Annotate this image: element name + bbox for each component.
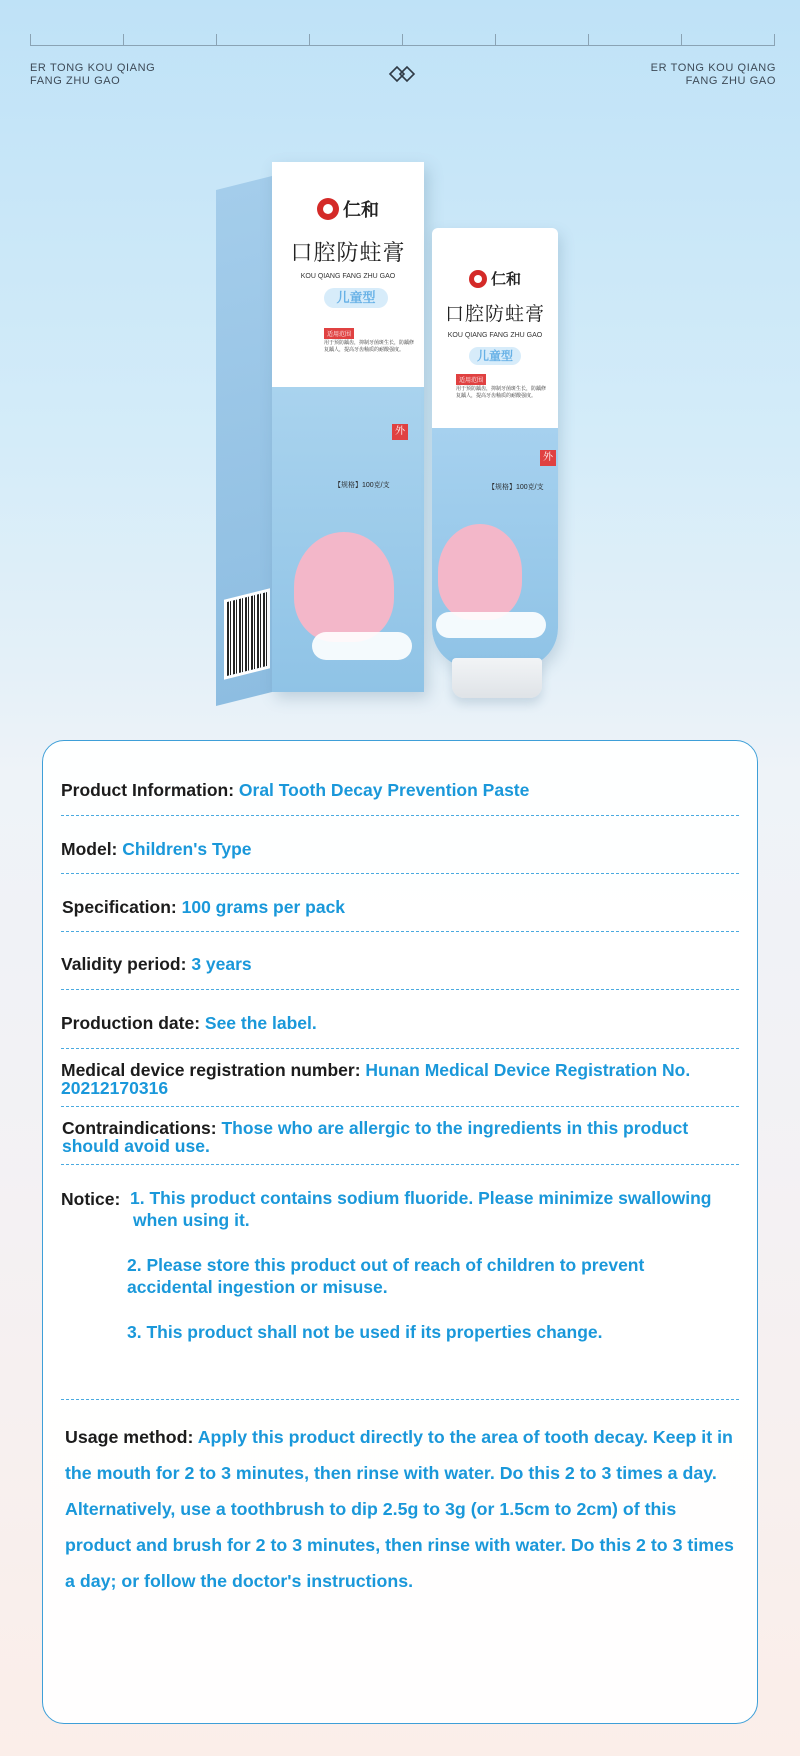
tube-spec: 【规格】100克/支: [488, 484, 544, 491]
corner-text-left: [30, 62, 190, 88]
divider: [61, 1048, 739, 1049]
divider: [61, 815, 739, 816]
production-row: [61, 1014, 739, 1032]
registration-value-line1: Hunan Medical Device Registration No.: [365, 1060, 691, 1080]
box-brand-name: 仁和: [343, 200, 379, 220]
spec-label: Specification:: [62, 897, 182, 917]
notice-2-line1: 2. Please store this product out of reach of children to prevent: [127, 1255, 645, 1275]
product-tube: [432, 228, 558, 668]
corner-left-line2: FANG ZHU GAO: [30, 75, 121, 87]
spec-row: [62, 898, 740, 916]
notice-item-1: [130, 1187, 740, 1231]
notice-item-2: [127, 1254, 737, 1298]
ruler-tick: [495, 34, 496, 46]
ruler-tick: [309, 34, 310, 46]
brand-logo-icon: [469, 270, 487, 288]
model-label: Model:: [61, 839, 123, 859]
ruler-tick: [30, 34, 31, 46]
info-card: [42, 740, 758, 1724]
contraindications-value-line2: should avoid use.: [62, 1136, 210, 1156]
notice-2-line2: accidental ingestion or misuse.: [127, 1277, 388, 1297]
notice-1-line1: 1. This product contains sodium fluoride. Please minimize swallowing: [130, 1188, 712, 1208]
box-external-mark: 外: [392, 424, 408, 440]
tube-brand: [432, 268, 558, 289]
registration-label: Medical device registration number:: [61, 1060, 366, 1080]
box-brand: [272, 196, 424, 222]
box-usage-badge: 适用范围: [324, 328, 354, 339]
ruler-tick: [774, 34, 775, 46]
barcode-icon: [224, 588, 270, 679]
validity-row: [61, 955, 739, 973]
ruler-tick: [216, 34, 217, 46]
divider: [61, 931, 739, 932]
product-info-value: Oral Tooth Decay Prevention Paste: [238, 780, 530, 800]
divider: [61, 989, 739, 990]
product-info-row: [61, 781, 739, 799]
notice-label: Notice:: [61, 1189, 121, 1209]
box-title: 口腔防蛀膏: [290, 240, 406, 265]
notice-1-line2: when using it.: [133, 1210, 250, 1230]
usage-label: Usage method:: [65, 1427, 198, 1447]
cloud-decoration: [312, 632, 412, 660]
notice-item-3: 3. This product shall not be used if its properties change.: [127, 1322, 603, 1342]
corner-right-line2: FANG ZHU GAO: [685, 75, 776, 87]
product-scene: [0, 110, 800, 710]
production-value: See the label.: [204, 1013, 317, 1033]
tube-external-mark: 外: [540, 450, 556, 466]
divider: [61, 1399, 739, 1400]
box-spec: 【规格】100克/支: [334, 482, 390, 489]
contraindications-label: Contraindications:: [62, 1118, 222, 1138]
tube-brand-name: 仁和: [490, 271, 521, 288]
registration-value-line2: 20212170316: [61, 1078, 169, 1098]
tube-usage-text: 用于预防龋齿，抑制牙菌斑生长，防龋修复龋人，提高牙齿釉质的耐酸强度。: [456, 386, 547, 399]
validity-label: Validity period:: [61, 954, 192, 974]
validity-value: 3 years: [191, 954, 252, 974]
usage-method: [65, 1419, 737, 1599]
cloud-decoration: [436, 612, 546, 638]
corner-text-right: [616, 62, 776, 88]
tube-cap: [452, 658, 542, 698]
product-info-label: Product Information:: [61, 780, 239, 800]
production-label: Production date:: [61, 1013, 205, 1033]
ruler-tick: [681, 34, 682, 46]
header-ruler: [30, 0, 775, 48]
registration-row: [61, 1061, 739, 1097]
contraindications-row: [62, 1119, 740, 1155]
dino-illustration: [438, 524, 522, 620]
ruler-tick: [402, 34, 403, 46]
ruler-tick: [588, 34, 589, 46]
usage-value: Apply this product directly to the area of tooth decay. Keep it in the mouth for 2 to 3 minutes, then rinse with water. Do this 2 to 3 times a day. Alternatively, use a toothbrush to dip 2.5g to 3g (or 1.5cm to 2cm) of this product and brush for 2 to 3 minutes, then rinse with water. Do this 2 to 3 times a day; or follow the doctor's instructions.: [65, 1427, 734, 1591]
box-usage-text: 用于预防龋齿，抑制牙菌斑生长，防龋修复龋人，提高牙齿釉质的耐酸强度。: [324, 340, 415, 353]
contraindications-value-line1: Those who are allergic to the ingredients in this product: [221, 1118, 689, 1138]
spec-value: 100 grams per pack: [181, 897, 346, 917]
tube-title: 口腔防蛀膏: [444, 304, 545, 325]
tube-pinyin: KOU QIANG FANG ZHU GAO: [447, 332, 543, 339]
dino-illustration: [294, 532, 394, 642]
model-row: [61, 840, 739, 858]
ruler-tick: [123, 34, 124, 46]
divider: [61, 1164, 739, 1165]
brand-logo-icon: [317, 198, 339, 220]
corner-left-line1: ER TONG KOU QIANG: [30, 62, 156, 74]
box-pinyin: KOU QIANG FANG ZHU GAO: [300, 273, 396, 280]
box-type-badge: 儿童型: [324, 288, 388, 308]
tube-type-badge: 儿童型: [469, 347, 521, 365]
divider: [61, 873, 739, 874]
model-value: Children's Type: [122, 839, 252, 859]
tube-usage-badge: 适用范围: [456, 374, 486, 385]
diamond-logo-icon: [387, 62, 417, 86]
divider: [61, 1106, 739, 1107]
corner-right-line1: ER TONG KOU QIANG: [650, 62, 776, 74]
product-box: [272, 162, 424, 692]
